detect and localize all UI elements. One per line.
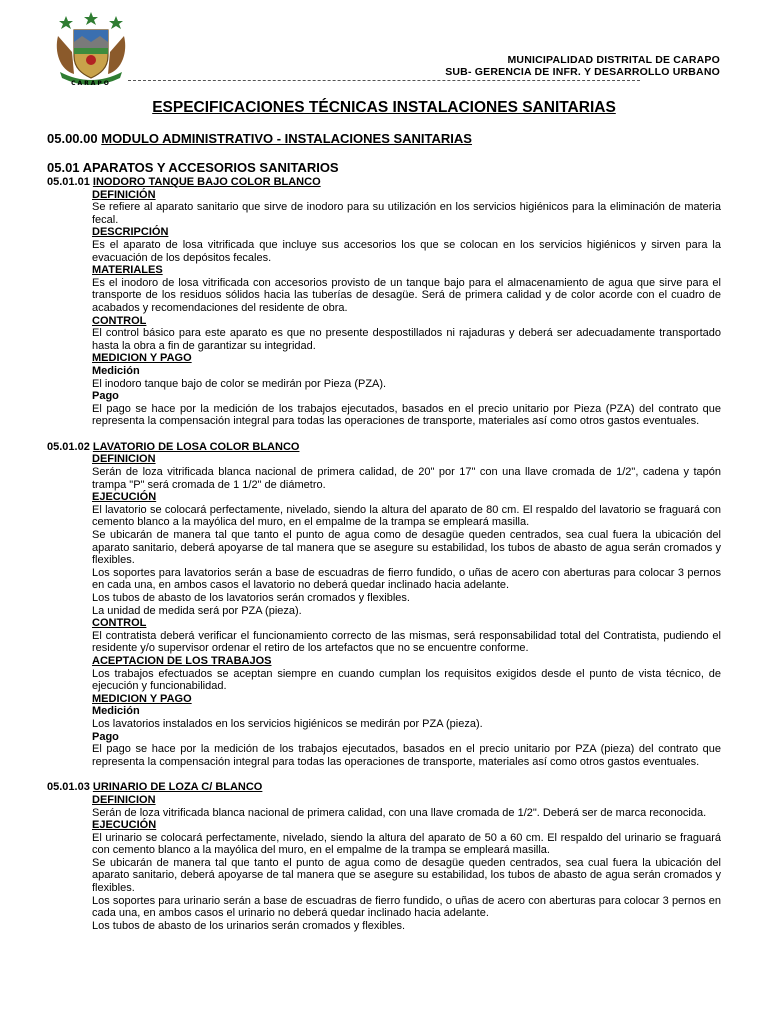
subheading-medicion-pago: MEDICION Y PAGO	[92, 352, 192, 365]
header-divider	[128, 80, 640, 81]
paragraph: Se ubicarán de manera tal que tanto el punto de agua como de desagüe queden centrados, sea cual fuera la ubicación del aparato sanitario, deberá apoyarse de tal manera que se asegure su estabilidad, los tubos de abasto de agua serán cromados y flexibles.	[92, 529, 721, 567]
paragraph: El pago se hace por la medición de los trabajos ejecutados, basados en el precio unitario por PZA (pieza) del contrato que representa la compensación integral para todas las operaciones de transporte, materiales así como otros gastos eventuales.	[92, 743, 721, 768]
subheading-definicion: DEFINICION	[92, 453, 156, 466]
header-organization	[445, 54, 720, 78]
subheading-definicion: DEFINICION	[92, 793, 156, 806]
paragraph: El control básico para este aparato es que no presente despostillados ni rajaduras y deberá ser adecuadamente transportado hasta la obra a fin de garantizar su integridad.	[92, 327, 721, 352]
paragraph: Los lavatorios instalados en los servicios higiénicos se medirán por PZA (pieza).	[92, 717, 483, 730]
paragraph: Se ubicarán de manera tal que tanto el punto de agua como de desagüe queden centrados, sea cual fuera la ubicación del aparato sanitario, deberá apoyarse de tal manera que se asegure su estabilidad, los tubos de abasto de agua serán cromados y flexibles.	[92, 856, 721, 895]
document-body	[47, 131, 721, 932]
module-title: MODULO ADMINISTRATIVO - INSTALACIONES SANITARIAS	[101, 131, 472, 146]
paragraph: El pago se hace por la medición de los trabajos ejecutados, basados en el precio unitario por Pieza (PZA) del contrato que representa la compensación integral para todas las operaciones de transporte, materiales así como otros gastos eventuales.	[92, 402, 721, 428]
subheading-ejecucion: EJECUCIÓN	[92, 819, 157, 832]
document-title: ESPECIFICACIONES TÉCNICAS INSTALACIONES SANITARIAS	[152, 99, 616, 116]
module-heading	[47, 131, 721, 147]
item-body-urinario	[92, 794, 721, 933]
label-medicion: Medición	[92, 705, 140, 718]
subheading-materiales: MATERIALES	[92, 264, 163, 277]
subheading-ejecucion: EJECUCIÓN	[92, 491, 157, 504]
paragraph: Los soportes para lavatorios serán a base de escuadras de fierro fundido, o uñas de acero con aberturas para colocar 3 pernos en cada una, en ambos casos el lavatorio no deberá quedar inclinado hacia adelante.	[92, 566, 721, 592]
municipal-logo	[52, 12, 130, 88]
paragraph: Los tubos de abasto de los lavatorios serán cromados y flexibles.	[92, 592, 410, 604]
subheading-medicion-pago: MEDICION Y PAGO	[92, 692, 192, 705]
paragraph: El lavatorio se colocará perfectamente, nivelado, siendo la altura del aparato de 80 cm. El respaldo del lavatorio se fraguará con cemento blanco a la mayólica del muro, en el empalme de la trampa se empleará masilla.	[92, 503, 721, 529]
item-body-lavatorio	[92, 453, 721, 768]
paragraph: Los tubos de abasto de los urinarios serán cromados y flexibles.	[92, 919, 406, 932]
subheading-aceptacion: ACEPTACION DE LOS TRABAJOS	[92, 654, 272, 667]
paragraph: La unidad de medida será por PZA (pieza).	[92, 604, 302, 617]
subheading-control: CONTROL	[92, 314, 147, 327]
subheading-descripcion: DESCRIPCIÓN	[92, 226, 169, 239]
label-pago: Pago	[92, 730, 119, 743]
paragraph: Es el aparato de losa vitrificada que incluye sus accesorios los que se colocan en los servicios higiénicos y sirven para la evacuación de los depósitos fecales.	[92, 238, 721, 264]
paragraph: Serán de loza vitrificada blanca nacional de primera calidad, de 20" por 17" con una llave cromada de 1/2", cadena y tapón trampa "P" será cromada de 1 1/2" de diámetro.	[92, 466, 721, 491]
label-pago: Pago	[92, 390, 119, 403]
item-heading-inodoro: 05.01.01 INODORO TANQUE BAJO COLOR BLANCO	[47, 176, 321, 188]
subheading-control: CONTROL	[92, 617, 147, 630]
item-heading-lavatorio: 05.01.02 LAVATORIO DE LOSA COLOR BLANCO	[47, 440, 300, 453]
paragraph: Es el inodoro de losa vitrificada con accesorios provisto de un tanque bajo para el almacenamiento de agua que sirve para el transporte de los residuos sólidos hacia las tuberías de desagüe. Será de primera calidad y de color acorde con el cuadro de acabados y recomendaciones del residente de obra.	[92, 276, 721, 314]
item-body-inodoro	[92, 189, 721, 428]
sub-org-name: SUB- GERENCIA DE INFR. Y DESARROLLO URBANO	[445, 66, 720, 78]
item-heading-urinario: 05.01.03 URINARIO DE LOZA C/ BLANCO	[47, 781, 263, 794]
label-medicion: Medición	[92, 364, 140, 377]
svg-text:CARAPO: CARAPO	[71, 80, 111, 87]
org-name: MUNICIPALIDAD DISTRITAL DE CARAPO	[507, 54, 720, 66]
paragraph: Los soportes para urinario serán a base de escuadras de fierro fundido, o uñas de acero con aberturas para colocar 3 pernos en cada una, en ambos casos el urinario no deberá quedar inclinado hacia adelante.	[92, 894, 721, 920]
paragraph: El inodoro tanque bajo de color se medirán por Pieza (PZA).	[92, 377, 387, 390]
paragraph: Los trabajos efectuados se aceptan siempre en cuando cumplan los requisitos exigidos desde el punto de vista técnico, de ejecución y funcionabilidad.	[92, 667, 721, 693]
section-heading: 05.01 APARATOS Y ACCESORIOS SANITARIOS	[47, 160, 339, 175]
subheading-definicion: DEFINICIÓN	[92, 188, 156, 201]
paragraph: Serán de loza vitrificada blanca nacional de primera calidad, con una llave cromada de 1/2". Deberá ser de marca reconocida.	[92, 806, 707, 819]
paragraph: El contratista deberá verificar el funcionamiento correcto de las mismas, será responsabilidad total del Contratista, pudiendo el residente y/o supervisor ordenar el retiro de los artefactos que no se encuentre conforme.	[92, 629, 721, 655]
paragraph: El urinario se colocará perfectamente, nivelado, siendo la altura del aparato de 50 a 60 cm. El respaldo del urinario se fraguará con cemento blanco a la mayólica del muro, en el empalme de la trampa se empleará masilla.	[92, 831, 721, 857]
module-code: 05.00.00	[47, 131, 98, 146]
paragraph: Se refiere al aparato sanitario que sirve de inodoro para su utilización en los servicios higiénicos para la eliminación de materia fecal.	[92, 201, 721, 226]
